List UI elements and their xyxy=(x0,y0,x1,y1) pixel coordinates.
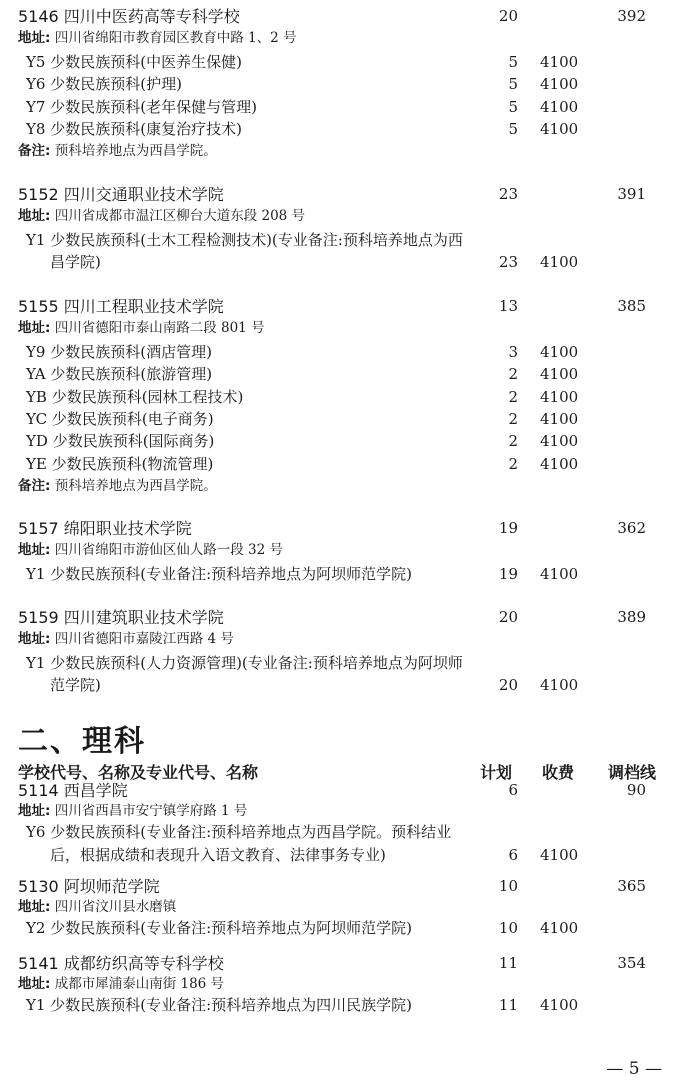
school-title: 5155 四川工程职业技术学院 xyxy=(18,297,224,316)
school-title: 5130 阿坝师范学院 xyxy=(18,877,160,896)
school-title: 5152 四川交通职业技术学院 xyxy=(18,185,224,204)
address-label: 地址: xyxy=(18,631,51,647)
major-fee: 4100 xyxy=(540,75,579,94)
school-title: 5141 成都纺织高等专科学校 xyxy=(18,954,224,973)
major-plan: 19 xyxy=(498,565,518,583)
remark-label: 备注: xyxy=(18,143,51,160)
address-label: 地址: xyxy=(18,30,51,46)
address-text: 四川省德阳市嘉陵江西路 4 号 xyxy=(50,631,234,647)
major-plan: 20 xyxy=(498,676,518,695)
major-line: Y2 少数民族预科(专业备注:预科培养地点为阿坝师范学院) xyxy=(26,919,412,937)
major-fee: 4100 xyxy=(540,409,579,428)
school-score: 90 xyxy=(626,781,646,799)
address-label: 地址: xyxy=(18,542,51,558)
major-fee: 4100 xyxy=(540,119,579,138)
school-address xyxy=(18,801,247,821)
major-fee: 4100 xyxy=(540,387,579,406)
school-address xyxy=(18,897,176,917)
major-fee: 4100 xyxy=(540,676,579,695)
major-plan: 23 xyxy=(498,253,518,272)
major-plan: 5 xyxy=(508,75,518,94)
major-line: YC 少数民族预科(电子商务) xyxy=(26,409,214,428)
major-line: Y1 少数民族预科(专业备注:预科培养地点为四川民族学院) xyxy=(26,996,412,1014)
school-plan: 11 xyxy=(498,954,518,972)
major-fee: 4100 xyxy=(540,565,579,583)
major-plan: 2 xyxy=(508,454,518,473)
school-remark xyxy=(18,476,217,496)
major-fee: 4100 xyxy=(540,919,579,937)
school-plan: 23 xyxy=(498,185,518,203)
school-plan: 10 xyxy=(498,877,518,895)
address-text: 四川省绵阳市游仙区仙人路一段 32 号 xyxy=(50,542,283,558)
major-fee: 4100 xyxy=(540,97,579,116)
remark-label: 备注: xyxy=(18,477,51,494)
major-line-cont: 昌学院) xyxy=(50,253,101,272)
address-text: 四川省汶川县水磨镇 xyxy=(50,899,177,915)
school-remark xyxy=(18,141,217,161)
major-plan: 2 xyxy=(508,409,518,428)
school-address xyxy=(18,28,296,48)
school-score: 389 xyxy=(617,608,646,626)
major-line: YE 少数民族预科(物流管理) xyxy=(26,454,214,473)
address-label: 地址: xyxy=(18,320,51,336)
major-fee: 4100 xyxy=(540,365,579,384)
header-name: 学校代号、名称及专业代号、名称 xyxy=(18,763,259,782)
address-label: 地址: xyxy=(18,976,51,992)
address-text: 四川省绵阳市教育园区教育中路 1、2 号 xyxy=(50,30,297,46)
major-line: Y6 少数民族预科(专业备注:预科培养地点为西昌学院。预科结业 xyxy=(26,823,452,841)
major-plan: 5 xyxy=(508,97,518,116)
school-score: 392 xyxy=(617,7,646,25)
school-score: 385 xyxy=(617,297,646,315)
header-score: 调档线 xyxy=(608,763,657,782)
major-fee: 4100 xyxy=(540,454,579,473)
major-plan: 2 xyxy=(508,387,518,406)
address-text: 四川省成都市温江区柳台大道东段 208 号 xyxy=(50,208,306,224)
school-title: 5146 四川中医药高等专科学校 xyxy=(18,7,240,26)
header-plan: 计划 xyxy=(480,763,513,782)
school-score: 391 xyxy=(617,185,646,203)
major-fee: 4100 xyxy=(540,53,579,71)
school-title: 5114 西昌学院 xyxy=(18,781,128,800)
address-label: 地址: xyxy=(18,208,51,224)
address-text: 四川省西昌市安宁镇学府路 1 号 xyxy=(50,803,248,819)
major-plan: 2 xyxy=(508,432,518,451)
address-text: 成都市犀浦泰山南街 186 号 xyxy=(50,976,225,992)
major-line: Y9 少数民族预科(酒店管理) xyxy=(26,343,212,361)
major-line: YD 少数民族预科(国际商务) xyxy=(26,432,215,451)
school-title: 5159 四川建筑职业技术学院 xyxy=(18,608,224,627)
school-address xyxy=(18,318,265,338)
major-fee: 4100 xyxy=(540,846,579,864)
address-label: 地址: xyxy=(18,803,51,819)
major-line-cont: 后，根据成绩和表现升入语文教育、法律事务专业) xyxy=(50,846,386,864)
school-plan: 13 xyxy=(498,297,518,315)
major-fee: 4100 xyxy=(540,996,579,1014)
major-line: Y1 少数民族预科(专业备注:预科培养地点为阿坝师范学院) xyxy=(26,565,412,583)
major-line: YB 少数民族预科(园林工程技术) xyxy=(26,387,244,406)
school-plan: 19 xyxy=(498,519,518,537)
major-plan: 5 xyxy=(508,53,518,71)
school-score: 362 xyxy=(617,519,646,537)
major-plan: 6 xyxy=(508,846,518,864)
major-plan: 2 xyxy=(508,365,518,384)
major-line: Y1 少数民族预科(土木工程检测技术)(专业备注:预科培养地点为西 xyxy=(26,231,463,249)
page-number: — 5 — xyxy=(606,1059,662,1079)
major-fee: 4100 xyxy=(540,432,579,451)
major-line: Y1 少数民族预科(人力资源管理)(专业备注:预科培养地点为阿坝师 xyxy=(26,654,463,672)
header-fee: 收费 xyxy=(542,763,575,782)
major-plan: 11 xyxy=(498,996,518,1014)
school-score: 365 xyxy=(617,877,646,895)
school-plan: 20 xyxy=(498,7,518,25)
school-address xyxy=(18,629,234,649)
school-plan: 20 xyxy=(498,608,518,626)
school-address xyxy=(18,974,224,994)
major-line: Y7 少数民族预科(老年保健与管理) xyxy=(26,97,257,116)
major-line-cont: 范学院) xyxy=(50,676,101,695)
major-plan: 5 xyxy=(508,119,518,138)
major-plan: 3 xyxy=(508,343,518,361)
school-title: 5157 绵阳职业技术学院 xyxy=(18,519,192,538)
school-score: 354 xyxy=(617,954,646,972)
address-text: 四川省德阳市泰山南路二段 801 号 xyxy=(50,320,265,336)
remark-text: 预科培养地点为西昌学院。 xyxy=(50,477,217,494)
major-line: Y5 少数民族预科(中医养生保健) xyxy=(26,53,242,71)
major-line: Y6 少数民族预科(护理) xyxy=(26,75,182,94)
major-plan: 10 xyxy=(498,919,518,937)
remark-text: 预科培养地点为西昌学院。 xyxy=(50,143,217,160)
major-fee: 4100 xyxy=(540,253,579,272)
school-plan: 6 xyxy=(508,781,518,799)
major-line: YA 少数民族预科(旅游管理) xyxy=(26,365,213,384)
major-fee: 4100 xyxy=(540,343,579,361)
school-address xyxy=(18,206,305,226)
school-address xyxy=(18,540,283,560)
major-line: Y8 少数民族预科(康复治疗技术) xyxy=(26,119,242,138)
section-title: 二、理科 xyxy=(18,724,146,759)
address-label: 地址: xyxy=(18,899,51,915)
